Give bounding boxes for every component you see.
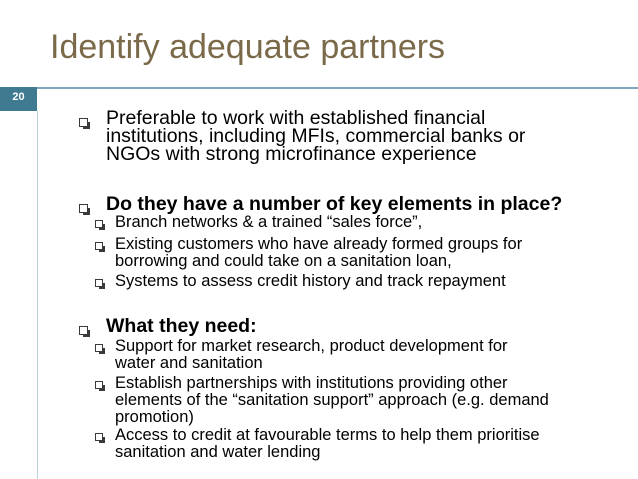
sub-bullet-line: Access to credit at favourable terms to help them prioritise xyxy=(115,426,540,444)
sub-bullet-line: Existing customers who have already formed groups for xyxy=(115,235,523,253)
sub-bullet-line: Support for market research, product development for xyxy=(115,337,508,355)
sub-bullet-item xyxy=(95,273,506,290)
square-checkbox-icon xyxy=(79,326,88,335)
bullet-line: Preferable to work with established financial xyxy=(106,107,486,129)
sub-bullet-line: Branch networks & a trained “sales force”, xyxy=(115,213,423,231)
square-checkbox-icon xyxy=(95,279,103,287)
sub-bullet-line: sanitation and water lending xyxy=(115,443,321,461)
sub-bullet-line: Establish partnerships with institutions providing other xyxy=(115,374,508,392)
bullet-line: NGOs with strong microfinance experience xyxy=(106,143,477,165)
sub-bullet-line: elements of the “sanitation support” approach (e.g. demand xyxy=(115,391,549,409)
bullet-line: institutions, including MFIs, commercial banks or xyxy=(106,125,526,147)
square-checkbox-icon xyxy=(95,220,103,228)
sub-bullet-line: Systems to assess credit history and track repayment xyxy=(115,272,506,290)
bullet-item-3 xyxy=(79,317,257,335)
square-checkbox-icon xyxy=(79,118,88,127)
sub-bullet-item xyxy=(95,427,540,461)
page-number: 20 xyxy=(12,91,25,103)
sub-bullet-item xyxy=(95,236,522,270)
sub-bullet-item xyxy=(95,214,422,231)
sub-bullet-item xyxy=(95,338,508,372)
square-checkbox-icon xyxy=(95,433,103,441)
square-checkbox-icon xyxy=(79,204,88,213)
bullet-item-2 xyxy=(79,195,562,213)
bullet-heading: Do they have a number of key elements in place? xyxy=(106,193,563,215)
sub-bullet-item xyxy=(95,375,549,426)
slide-title: Identify adequate partners xyxy=(50,28,446,66)
square-checkbox-icon xyxy=(95,242,103,250)
sub-bullet-line: water and sanitation xyxy=(115,354,263,372)
square-checkbox-icon xyxy=(95,344,103,352)
bullet-item-1 xyxy=(79,109,525,163)
sub-bullet-line: borrowing and could take on a sanitation loan, xyxy=(115,252,452,270)
bullet-heading: What they need: xyxy=(106,315,257,337)
square-checkbox-icon xyxy=(95,381,103,389)
sub-bullet-line: promotion) xyxy=(115,408,194,426)
